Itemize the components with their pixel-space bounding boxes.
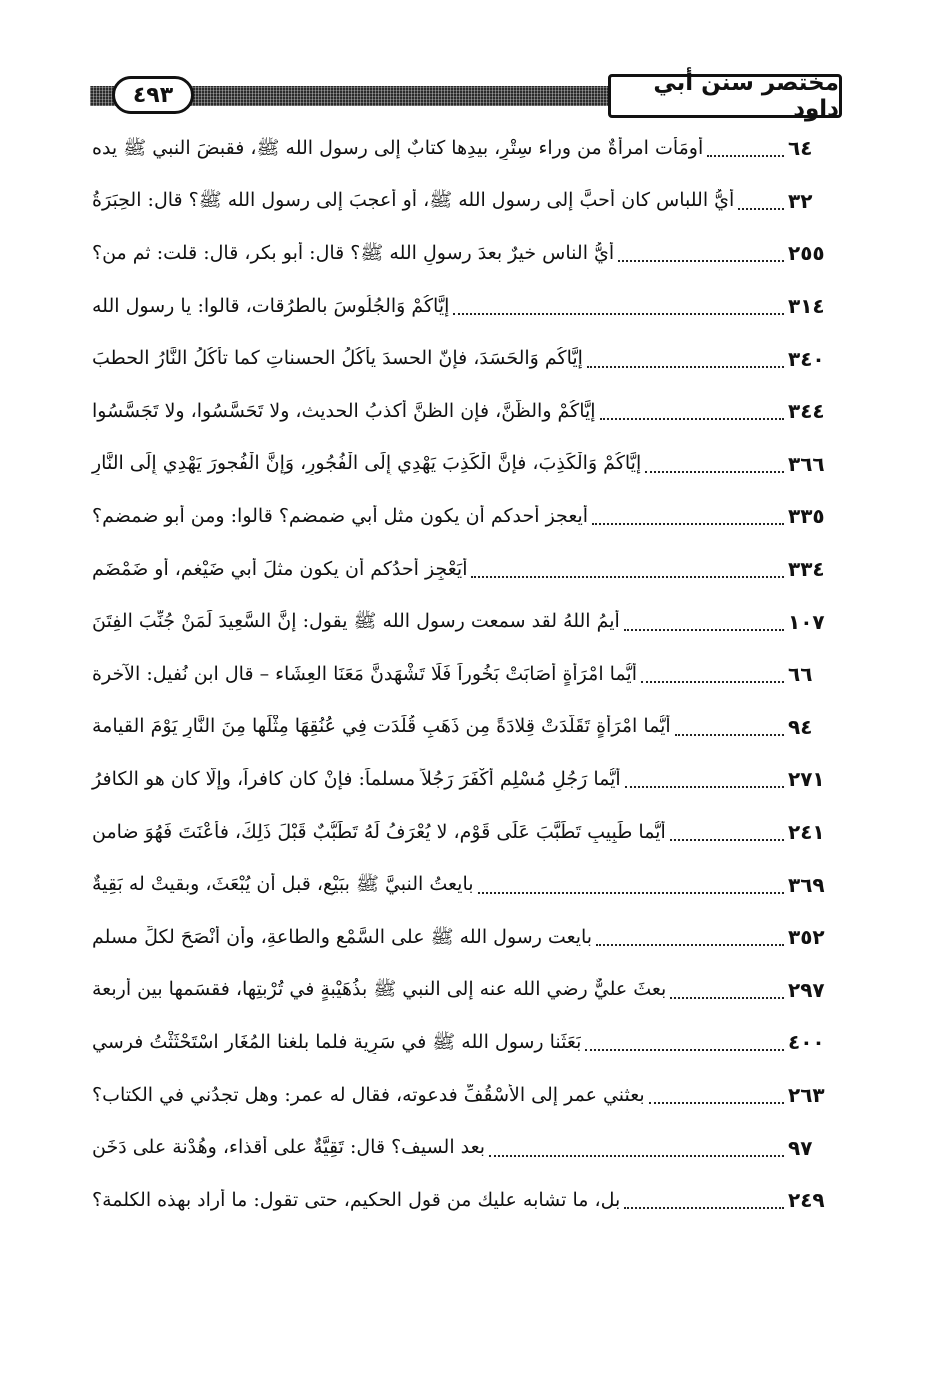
entry-text: إيَّاكُمْ وَالْكَذِبَ، فإنَّ الْكَذِبَ يَهْدِي إِلَى الْفُجُورِ، وَإِنَّ الْفُجورَ يَهْدِي إِلَى النَّارِ: [92, 452, 642, 475]
entry-page-number: ٣١٤: [788, 294, 825, 319]
leader-dots: [675, 730, 784, 736]
index-entry: [88, 806, 844, 859]
leader-dots: [707, 151, 784, 157]
index-entry: [88, 753, 844, 806]
entry-page-number: ٣٣٥: [788, 504, 825, 529]
entry-page-number: ٢٧١: [788, 767, 825, 792]
index-entries: [88, 122, 844, 1226]
leader-dots: [641, 677, 784, 683]
leader-dots: [624, 625, 784, 631]
entry-page-number: ٢٦٣: [788, 1082, 825, 1107]
entry-text: أيُّما طَبِيبٍ تَطَبَّبَ عَلَى قَوْمٍ، لا يُعْرَفُ لَهُ تَطَبُّبٌ قَبْلَ ذَلِكَ، فأعْنَتَ فَهُوَ ضامن: [92, 820, 666, 843]
index-entry: [88, 280, 844, 333]
entry-text: بعثَ عليٌّ رضي الله عنه إلى النبي ﷺ بذُهَيْبةٍ في تُرْبتِها، فقسَمها بين أربعة: [92, 978, 667, 1001]
entry-text: بايعت رسول الله ﷺ على السَّمْعِ والطاعةِ، وأن أنْصَحَ لكلِّ مسلم: [92, 925, 593, 948]
leader-dots: [489, 1151, 784, 1157]
entry-text: أيُّما امْرَأةٍ أَصَابَتْ بَخُوراً فَلَا تَشْهَدنَّ مَعَنَا العِشَاء – قال ابن نُفيل: الآخرة: [92, 662, 637, 685]
entry-page-number: ٣٥٢: [788, 925, 825, 950]
index-entry: [88, 332, 844, 385]
index-entry: [88, 385, 844, 438]
page-header: [90, 70, 842, 122]
entry-page-number: ٦٤: [788, 136, 813, 161]
entry-page-number: ٢٥٥: [788, 241, 825, 266]
entry-page-number: ٩٧: [788, 1135, 813, 1160]
leader-dots: [645, 467, 784, 473]
entry-text: بعثني عمر إلى الأسْقُفِّ فدعوته، فقال له عمر: وهل تجدُني في الكتاب؟: [92, 1083, 645, 1106]
entry-page-number: ٣٦٦: [788, 451, 825, 476]
leader-dots: [649, 1098, 784, 1104]
index-entry: [88, 648, 844, 701]
index-entry: [88, 858, 844, 911]
index-entry: [88, 438, 844, 491]
leader-dots: [600, 414, 784, 420]
entry-page-number: ٣٣٤: [788, 557, 825, 582]
index-entry: [88, 490, 844, 543]
leader-dots: [471, 572, 784, 578]
entry-text: بل، ما تشابه عليك من قول الحكيم، حتى تقول: ما أراد بهذه الكلمة؟: [92, 1188, 621, 1211]
page-number: ٤٩٣: [112, 76, 194, 114]
entry-page-number: ٢٤١: [788, 820, 825, 845]
entry-text: بَعَثَنا رسول الله ﷺ في سَرِية فلما بلغنا المُغَار اسْتَحْثَثْتُ فرسي: [92, 1030, 582, 1053]
entry-page-number: ٣٦٩: [788, 872, 825, 897]
leader-dots: [587, 362, 784, 368]
entry-page-number: ٣٤٠: [788, 346, 825, 371]
index-entry: [88, 122, 844, 175]
entry-text: أومَأت امرأةٌ من وراء سِتْرٍ، بيدِها كتابٌ إلى رسول الله ﷺ، فقبضَ النبي ﷺ يده: [92, 136, 704, 159]
entry-text: أيُّ الناس خيرٌ بعدَ رسولِ الله ﷺ؟ قال: أبو بكر، قال: قلت: ثم من؟: [92, 242, 615, 265]
entry-text: أيعجز أحدكم أن يكون مثل أبي ضمضم؟ قالوا: ومن أبو ضمضم؟: [92, 505, 589, 528]
entry-text: إيَّاكُمْ وَالجُلُوسَ بالطرُقات، قالوا: يا رسول الله: [92, 294, 450, 317]
entry-page-number: ٦٦: [788, 662, 813, 687]
leader-dots: [670, 835, 784, 841]
entry-text: أيُّ اللباسِ كان أحبَّ إلى رسول الله ﷺ، أو أعجبَ إلى رسول الله ﷺ؟ قال: الحِبَرَةُ: [92, 189, 735, 212]
leader-dots: [624, 1203, 784, 1209]
leader-dots: [592, 519, 784, 525]
leader-dots: [618, 256, 784, 262]
index-entry: [88, 1121, 844, 1174]
entry-page-number: ٣٤٤: [788, 399, 825, 424]
book-title: مختصر سنن أبي داود: [608, 74, 842, 118]
leader-dots: [585, 1045, 784, 1051]
entry-page-number: ٣٢: [788, 188, 813, 213]
index-entry: [88, 543, 844, 596]
entry-text: أيُّما رَجُلٍ مُسْلِمٍ أكْفَرَ رَجُلاً مسلماً: فإنْ كان كافراً، وإلَّا كان هو الكافرُ: [92, 768, 621, 791]
index-entry: [88, 227, 844, 280]
entry-page-number: ٢٤٩: [788, 1188, 825, 1213]
entry-text: إيَّاكُمْ والظَّنَّ، فإن الظنَّ أكذبُ الحديث، ولا تَحَسَّسُوا، ولا تَجَسَّسُوا: [92, 399, 596, 422]
leader-dots: [596, 940, 784, 946]
entry-text: إيَّاكُم وَالحَسَدَ، فإنّ الحسدَ يأكُلُ الحسناتِ كما تأكُلُ النَّارُ الحطبَ: [92, 347, 583, 370]
index-entry: [88, 964, 844, 1017]
index-entry: [88, 1174, 844, 1227]
leader-dots: [478, 888, 784, 894]
leader-dots: [738, 204, 784, 210]
entry-page-number: ٩٤: [788, 714, 813, 739]
entry-page-number: ٢٩٧: [788, 977, 825, 1002]
entry-text: أيُّما امْرَأةٍ تَقَلَّدَتْ قِلادَةً مِن ذَهَبٍ قُلِّدَت فِي عُنُقِهَا مِثْلَها مِنَ النَّارِ يَوْمَ القيامة: [92, 715, 671, 738]
entry-text: أيَعْجِز أحدُكم أن يكون مثلَ أبي ضَيْغم، أو ضَمْضَم: [92, 557, 468, 580]
index-entry: [88, 1016, 844, 1069]
leader-dots: [670, 993, 784, 999]
leader-dots: [625, 782, 784, 788]
index-entry: [88, 595, 844, 648]
leader-dots: [453, 309, 784, 315]
entry-text: أيمُ اللهُ لقد سمعت رسول الله ﷺ يقول: إنَّ السَّعِيدَ لَمَنْ جُنِّبَ الفِتَنَ: [92, 610, 620, 633]
entry-text: بايعتُ النبيَّ ﷺ ببَيْعٍ، قبل أن يُبْعَثَ، وبقيتْ له بَقِيةٌ: [92, 873, 474, 896]
entry-text: بعد السيف؟ قال: تَقِيَّةٌ على أقذاء، وهُدْنة على دَخَن: [92, 1136, 486, 1159]
index-entry: [88, 1069, 844, 1122]
index-entry: [88, 701, 844, 754]
entry-page-number: ٤٠٠: [788, 1030, 825, 1055]
index-entry: [88, 911, 844, 964]
entry-page-number: ١٠٧: [788, 609, 825, 634]
index-entry: [88, 175, 844, 228]
